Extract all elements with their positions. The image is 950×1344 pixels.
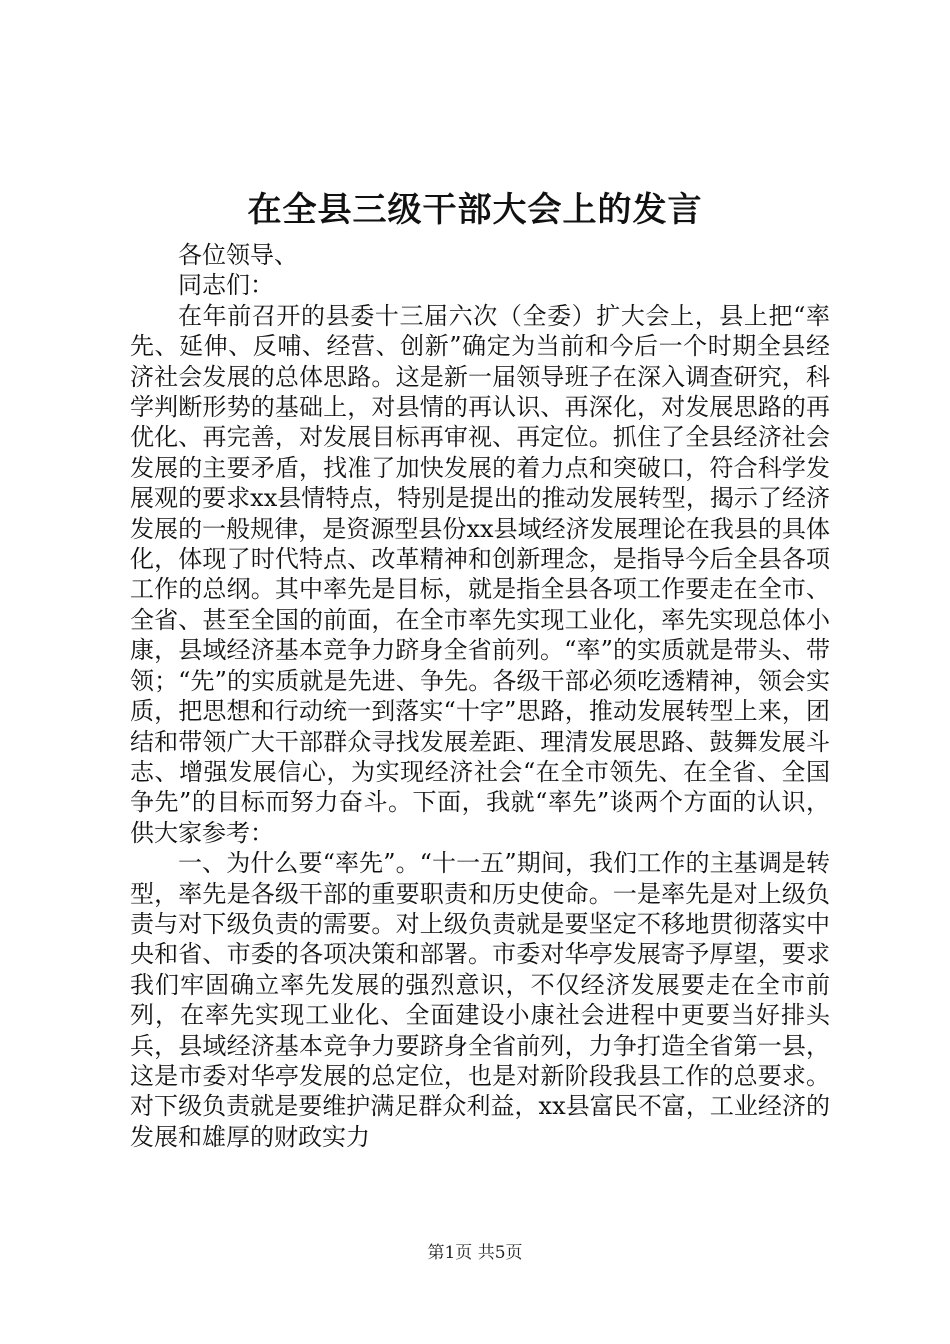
document-body xyxy=(130,240,830,1152)
paragraph-1: 在年前召开的县委十三届六次（全委）扩大会上，县上把“率先、延伸、反哺、经营、创新”确定为当前和今后一个时期全县经济社会发展的总体思路。这是新一届领导班子在深入调查研究，科学判断形势的基础上，对县情的再认识、再深化，对发展思路的再优化、再完善，对发展目标再审视、再定位。抓住了全县经济社会发展的主要矛盾，找准了加快发展的着力点和突破口，符合科学发展观的要求xx县情特点，特别是提出的推动发展转型，揭示了经济发展的一般规律，是资源型县份xx县域经济发展理论在我县的具体化，体现了时代特点、改革精神和创新理念，是指导今后全县各项工作的总纲。其中率先是目标，就是指全县各项工作要走在全市、全省、甚至全国的前面，在全市率先实现工业化，率先实现总体小康，县域经济基本竞争力跻身全省前列。“率”的实质就是带头、带领；“先”的实质就是先进、争先。各级干部必须吃透精神，领会实质，把思想和行动统一到落实“十字”思路，推动发展转型上来，团结和带领广大干部群众寻找发展差距、理清发展思路、鼓舞发展斗志、增强发展信心，为实现经济社会“在全市领先、在全省、全国争先”的目标而努力奋斗。下面，我就“率先”谈两个方面的认识，供大家参考： xyxy=(130,301,830,847)
document-title: 在全县三级干部大会上的发言 xyxy=(247,190,703,230)
salutation-line-2: 同志们： xyxy=(178,271,274,300)
salutation-line-1: 各位领导、 xyxy=(178,241,298,269)
page-footer: 第1页 共5页 xyxy=(427,1243,523,1263)
paragraph-2: 一、为什么要“率先”。“十一五”期间，我们工作的主基调是转型，率先是各级干部的重要职责和历史使命。一是率先是对上级负责与对下级负责的需要。对上级负责就是要坚定不移地贯彻落实中央和省、市委的各项决策和部署。市委对华亭发展寄予厚望，要求我们牢固确立率先发展的强烈意识，不仅经济发展要走在全市前列，在率先实现工业化、全面建设小康社会进程中更要当好排头兵，县域经济基本竞争力要跻身全省前列，力争打造全省第一县，这是市委对华亭发展的总定位，也是对新阶段我县工作的总要求。对下级负责就是要维护满足群众利益，xx县富民不富，工业经济的发展和雄厚的财政实力 xyxy=(130,849,830,1151)
